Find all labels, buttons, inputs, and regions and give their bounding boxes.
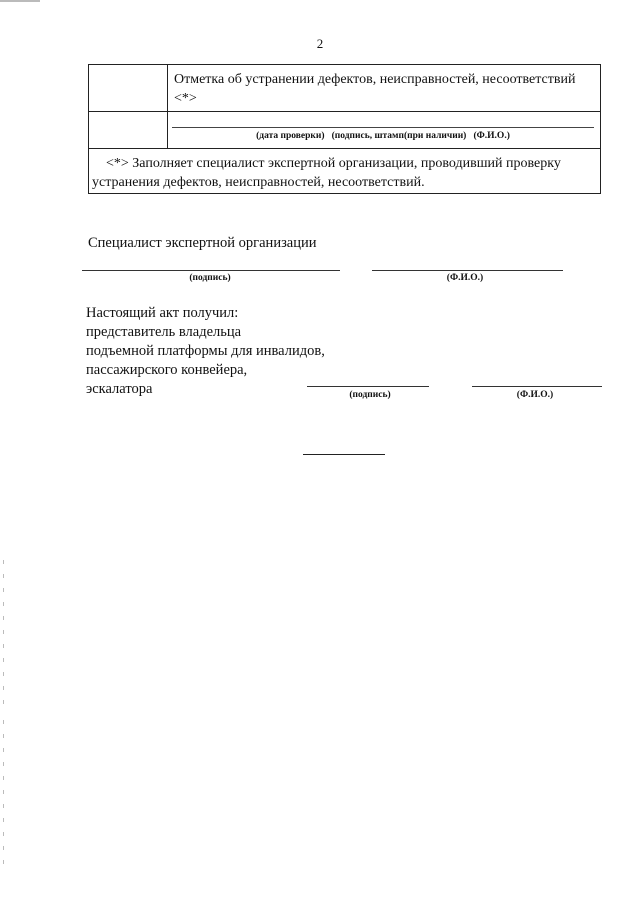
- specialist-signature-line: [82, 270, 340, 271]
- receiver-line: пассажирского конвейера,: [86, 362, 248, 378]
- receiver-name-line: [472, 386, 602, 387]
- receiver-line: подъемной платформы для инвалидов,: [86, 343, 325, 359]
- table-row-check-signature: [88, 111, 601, 149]
- receiver-block: [86, 304, 366, 399]
- receiver-signature-line: [307, 386, 429, 387]
- check-signature-caption: (дата проверки) (подпись, штамп(при наличии) (Ф.И.О.): [256, 131, 510, 141]
- specialist-name-caption: (Ф.И.О.): [446, 273, 484, 283]
- receiver-line: эскалатора: [86, 381, 153, 397]
- scan-edge-artifact: [3, 720, 4, 870]
- receiver-line: Настоящий акт получил:: [86, 305, 239, 321]
- specialist-name-line: [372, 270, 563, 271]
- defects-mark-label: Отметка об устранении дефектов, неисправностей, несоответствий <*>: [174, 72, 576, 106]
- end-rule: [303, 454, 385, 455]
- receiver-line: представитель владельца: [86, 324, 242, 340]
- receiver-name-caption: (Ф.И.О.): [516, 390, 554, 400]
- page-number: 2: [316, 36, 324, 51]
- table-column-divider: [167, 64, 168, 149]
- table-footnote: <*> Заполняет специалист экспертной организации, проводивший проверку устранения дефектов, неисправностей, несоответствий.: [92, 156, 561, 190]
- receiver-signature-caption: (подпись): [349, 390, 391, 400]
- scan-corner-artifact: [0, 0, 40, 2]
- check-signature-line: [172, 127, 594, 128]
- specialist-title: Специалист экспертной организации: [88, 235, 317, 251]
- specialist-signature-caption: (подпись): [189, 273, 231, 283]
- scan-edge-artifact: [3, 560, 4, 710]
